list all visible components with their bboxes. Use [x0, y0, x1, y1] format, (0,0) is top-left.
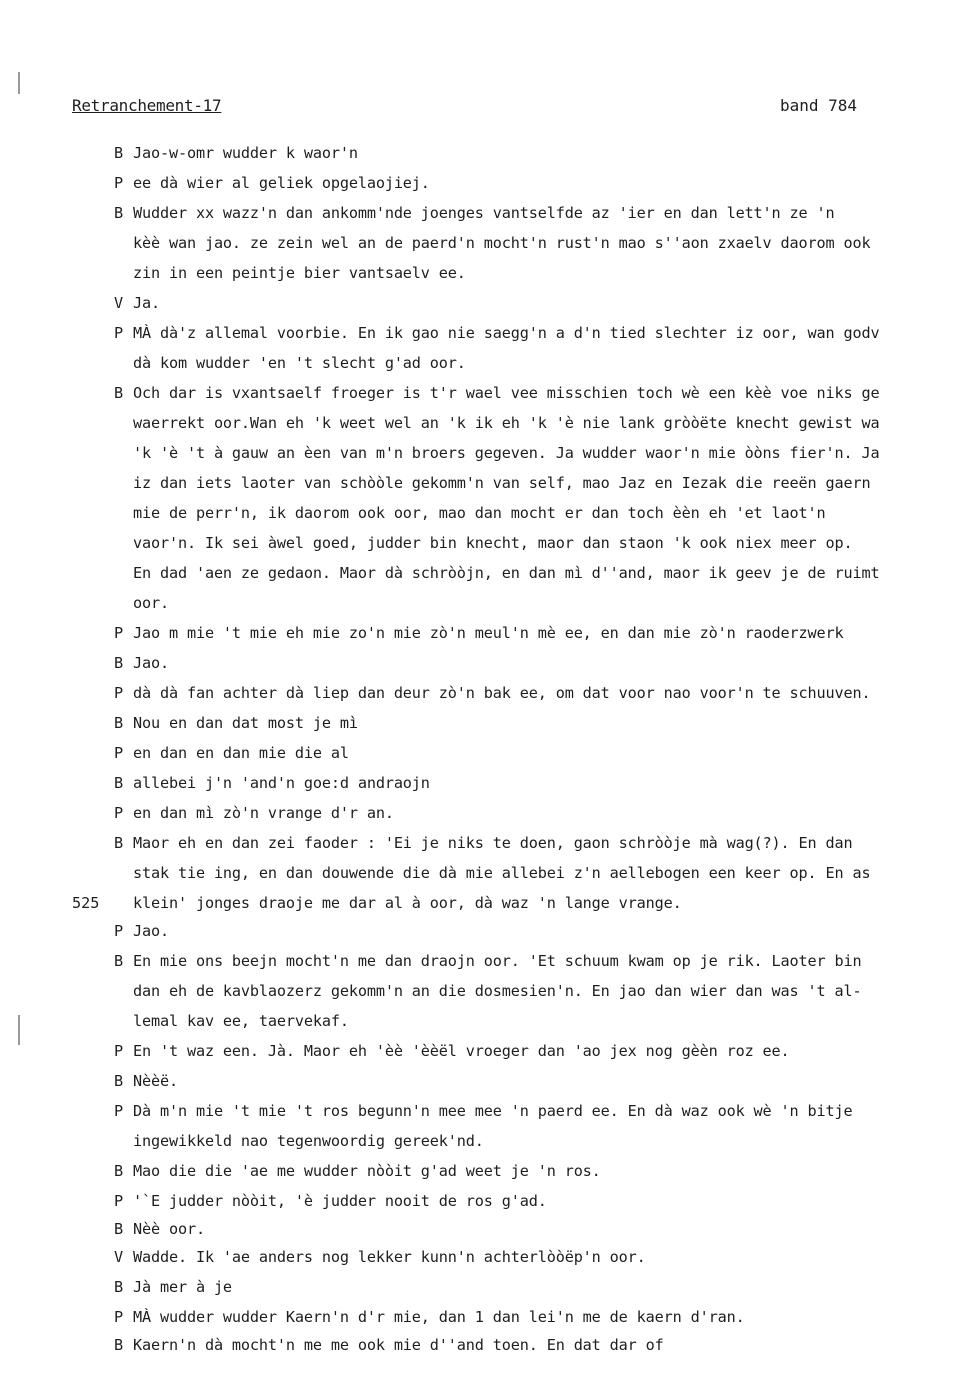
transcript-line [0, 468, 973, 498]
transcript-line [0, 708, 973, 738]
transcript-line [0, 1066, 973, 1096]
transcript-line [0, 1330, 973, 1360]
line-text: Jà mer à je [133, 1278, 232, 1296]
speaker-label: P [114, 1042, 124, 1060]
transcript-line [0, 1006, 973, 1036]
transcript-line [0, 498, 973, 528]
transcript-line [0, 228, 973, 258]
transcript-line [0, 588, 973, 618]
transcript-line [0, 1186, 973, 1216]
transcript-line [0, 378, 973, 408]
line-text: klein' jonges draoje me dar al à oor, dà waz 'n lange vrange. [133, 894, 682, 912]
transcript-line [0, 946, 973, 976]
transcript-line [0, 318, 973, 348]
transcript-line [0, 858, 973, 888]
line-text: dà kom wudder 'en 't slecht g'ad oor. [133, 354, 466, 372]
speaker-label: P [114, 1192, 124, 1210]
transcript-line [0, 558, 973, 588]
document-title: Retranchement-17 [72, 96, 222, 115]
transcript-line [0, 916, 973, 946]
line-text: MÀ dà'z allemal voorbie. En ik gao nie saegg'n a d'n tied slechter iz oor, wan godv [133, 324, 880, 342]
line-text: zin in een peintje bier vantsaelv ee. [133, 264, 466, 282]
transcript-line [0, 1272, 973, 1302]
line-text: dà dà fan achter dà liep dan deur zò'n bak ee, om dat voor nao voor'n te schuuven. [133, 684, 871, 702]
line-text: Jao m mie 't mie eh mie zo'n mie zò'n meul'n mè ee, en dan mie zò'n raoderzwerk [133, 624, 844, 642]
transcript-line [0, 438, 973, 468]
transcript-line [0, 648, 973, 678]
line-text: Dà m'n mie 't mie 't ros begunn'n mee mee 'n paerd ee. En dà waz ook wè 'n bitje [133, 1102, 853, 1120]
transcript-line [0, 1242, 973, 1272]
speaker-label: B [114, 1220, 124, 1238]
line-text: Nèè oor. [133, 1220, 205, 1238]
line-text: Wudder xx wazz'n dan ankomm'nde joenges vantselfde az 'ier en dan lett'n ze 'n [133, 204, 835, 222]
transcript-line [0, 618, 973, 648]
speaker-label: B [114, 144, 124, 162]
line-text: En 't waz een. Jà. Maor eh 'èè 'èèël vroeger dan 'ao jex nog gèèn roz ee. [133, 1042, 790, 1060]
line-text: waerrekt oor.Wan eh 'k weet wel an 'k ik eh 'k 'è nie lank gròòëte knecht gewist wa [133, 414, 880, 432]
transcript-line [0, 768, 973, 798]
band-number: band 784 [780, 96, 858, 115]
line-text: oor. [133, 594, 169, 612]
transcript-line [0, 1096, 973, 1126]
line-text: en dan en dan mie die al [133, 744, 349, 762]
line-text: Jao. [133, 654, 169, 672]
speaker-label: B [114, 654, 124, 672]
line-text: Ja. [133, 294, 160, 312]
speaker-label: P [114, 922, 124, 940]
speaker-label: P [114, 624, 124, 642]
line-text: Jao-w-omr wudder k waor'n [133, 144, 358, 162]
line-text: iz dan iets laoter van schòòle gekomm'n van self, mao Jaz en Iezak die reeën gaern [133, 474, 871, 492]
line-text: Nèèë. [133, 1072, 178, 1090]
line-text: Kaern'n dà mocht'n me me ook mie d''and toen. En dat dar of [133, 1336, 664, 1354]
speaker-label: B [114, 1278, 124, 1296]
line-text: Maor eh en dan zei faoder : 'Ei je niks te doen, gaon schròòje mà wag(?). En dan [133, 834, 853, 852]
transcript-line [0, 198, 973, 228]
line-text: Och dar is vxantsaelf froeger is t'r wael vee misschien toch wè een kèè voe niks ge [133, 384, 880, 402]
line-text: Wadde. Ik 'ae anders nog lekker kunn'n achterlòòëp'n oor. [133, 1248, 646, 1266]
line-text: allebei j'n 'and'n goe:d andraojn [133, 774, 430, 792]
speaker-label: B [114, 834, 124, 852]
transcript-line [0, 408, 973, 438]
line-text: Nou en dan dat most je mì [133, 714, 358, 732]
line-text: En mie ons beejn mocht'n me dan draojn oor. 'Et schuum kwam op je rik. Laoter bin [133, 952, 862, 970]
speaker-label: B [114, 774, 124, 792]
speaker-label: B [114, 952, 124, 970]
transcript-line [0, 1126, 973, 1156]
transcript-line [0, 258, 973, 288]
line-text: 'k 'è 't à gauw an èen van m'n broers gegeven. Ja wudder waor'n mie òòns fier'n. Ja [133, 444, 880, 462]
transcript-line [0, 798, 973, 828]
speaker-label: P [114, 1102, 124, 1120]
line-text: MÀ wudder wudder Kaern'n d'r mie, dan 1 dan lei'n me de kaern d'ran. [133, 1308, 745, 1326]
transcript-line [0, 1156, 973, 1186]
line-text: en dan mì zò'n vrange d'r an. [133, 804, 394, 822]
line-text: mie de perr'n, ik daorom ook oor, mao dan mocht er dan toch èèn eh 'et laot'n [133, 504, 826, 522]
transcript-line [0, 288, 973, 318]
line-text: '`E judder nòòit, 'è judder nooit de ros g'ad. [133, 1192, 547, 1210]
transcript-line [0, 528, 973, 558]
speaker-label: B [114, 1072, 124, 1090]
margin-mark [18, 72, 20, 94]
speaker-label: P [114, 1308, 124, 1326]
transcript-line [0, 138, 973, 168]
speaker-label: V [114, 1248, 124, 1266]
transcript-line [0, 1302, 973, 1332]
line-text: lemal kav ee, taervekaf. [133, 1012, 349, 1030]
transcript-line [0, 678, 973, 708]
line-number: 525 [72, 894, 100, 912]
line-text: En dad 'aen ze gedaon. Maor dà schròòjn, en dan mì d''and, maor ik geev je de ruimt [133, 564, 880, 582]
speaker-label: B [114, 384, 124, 402]
transcript-line [0, 1036, 973, 1066]
speaker-label: P [114, 324, 124, 342]
transcript-line [0, 828, 973, 858]
line-text: Jao. [133, 922, 169, 940]
transcript-line [0, 738, 973, 768]
transcript-line [0, 976, 973, 1006]
transcript-line [0, 168, 973, 198]
speaker-label: B [114, 714, 124, 732]
line-text: kèè wan jao. ze zein wel an de paerd'n mocht'n rust'n mao s''aon zxaelv daorom ook [133, 234, 871, 252]
speaker-label: P [114, 684, 124, 702]
speaker-label: B [114, 204, 124, 222]
line-text: dan eh de kavblaozerz gekomm'n an die dosmesien'n. En jao dan wier dan was 't al- [133, 982, 862, 1000]
line-text: vaor'n. Ik sei àwel goed, judder bin knecht, maor dan staon 'k ook niex meer op. [133, 534, 853, 552]
line-text: Mao die die 'ae me wudder nòòit g'ad weet je 'n ros. [133, 1162, 601, 1180]
speaker-label: P [114, 174, 124, 192]
speaker-label: V [114, 294, 124, 312]
transcript-line [0, 1214, 973, 1244]
speaker-label: P [114, 744, 124, 762]
line-text: ee dà wier al geliek opgelaojiej. [133, 174, 430, 192]
transcript-line [0, 888, 973, 918]
transcript-line [0, 348, 973, 378]
speaker-label: P [114, 804, 124, 822]
line-text: ingewikkeld nao tegenwoordig gereek'nd. [133, 1132, 484, 1150]
line-text: stak tie ing, en dan douwende die dà mie allebei z'n aellebogen een keer op. En as [133, 864, 871, 882]
speaker-label: B [114, 1336, 124, 1354]
speaker-label: B [114, 1162, 124, 1180]
